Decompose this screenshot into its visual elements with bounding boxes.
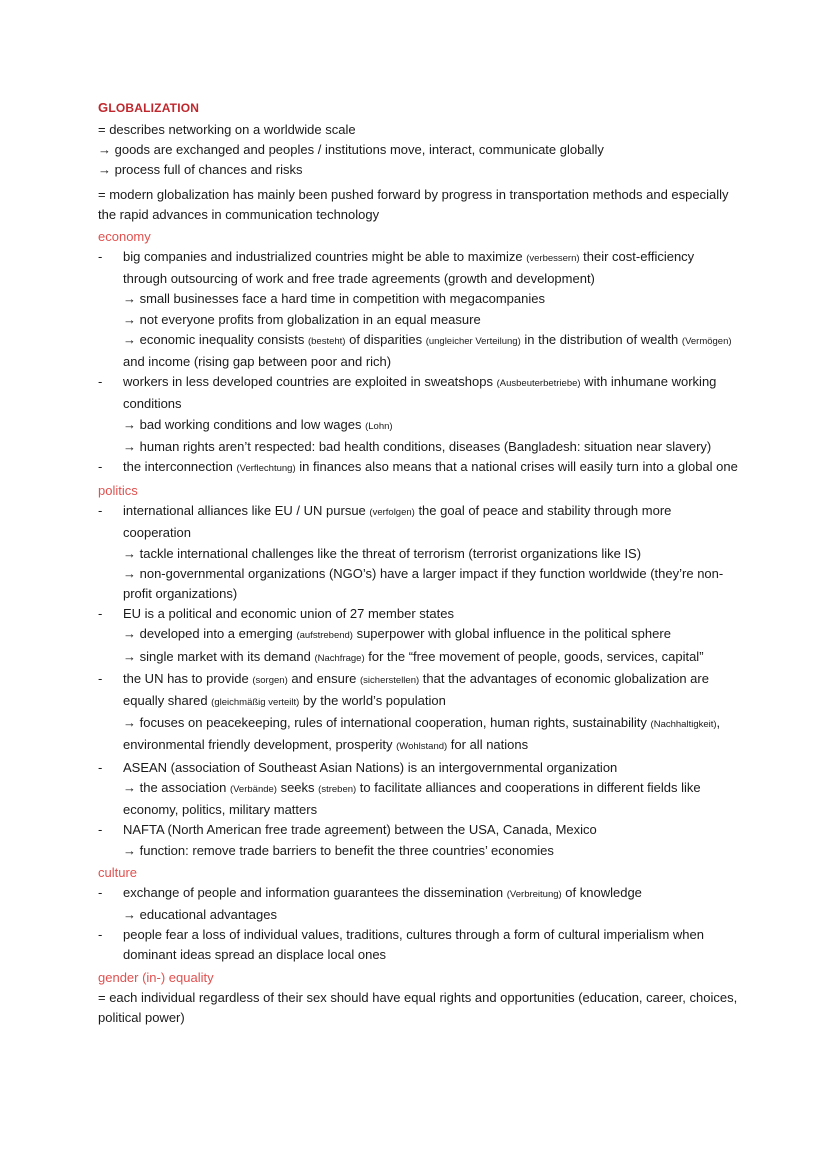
bullet-dash: - <box>98 759 103 775</box>
item-text: international alliances like EU / UN pursue <box>123 503 370 519</box>
translation-note: (verfolgen) <box>369 507 415 519</box>
list-item <box>98 925 738 965</box>
item-text: , environmental friendly development, prosperity <box>123 715 721 753</box>
list-item <box>98 247 738 372</box>
bullet-dash: - <box>98 884 103 900</box>
intro-paragraph: = modern globalization has mainly been pushed forward by progress in transportation methods and especially the rapid advances in communication technology <box>98 186 729 222</box>
translation-note: (Wohlstand) <box>396 741 448 753</box>
item-text: EU is a political and economic union of 27 member states <box>123 606 454 622</box>
sub-point: → tackle international challenges like the threat of terrorism (terrorist organizations like IS) <box>123 545 642 561</box>
item-text: → the association <box>123 779 230 795</box>
sub-point <box>123 647 738 669</box>
sub-point: → non-governmental organizations (NGO’s) have a larger impact if they function worldwide (they’re non-profit organizations) <box>123 565 724 602</box>
translation-note: (gleichmäßig verteilt) <box>211 697 300 709</box>
intro-block <box>98 120 738 181</box>
section-heading-economy: economy <box>98 229 151 245</box>
sub-point: → function: remove trade barriers to benefit the three countries’ economies <box>123 842 554 858</box>
item-text: in the distribution of wealth <box>520 331 682 347</box>
list-item <box>98 758 738 821</box>
item-text: and ensure <box>287 670 361 686</box>
item-text: by the world’s population <box>299 693 446 709</box>
list-item <box>98 669 738 758</box>
translation-note: (Vermögen) <box>681 335 732 347</box>
list-item <box>98 372 738 457</box>
list-item <box>98 501 738 604</box>
item-text: for the “free movement of people, goods, services, capital” <box>364 648 704 664</box>
translation-note: (Ausbeuterbetriebe) <box>496 378 581 390</box>
bullet-dash: - <box>98 459 103 475</box>
item-text: the goal of peace and stability through more cooperation <box>123 503 672 541</box>
translation-note: (Verbreitung) <box>506 888 562 900</box>
sub-point: → human rights aren’t respected: bad health conditions, diseases (Bangladesh: situation near slavery) <box>123 438 712 454</box>
bullet-dash: - <box>98 606 103 622</box>
translation-note: (streben) <box>318 783 357 795</box>
list-item <box>98 457 738 479</box>
item-text: of knowledge <box>561 884 642 900</box>
page-title <box>98 100 738 115</box>
item-text: seeks <box>276 779 319 795</box>
item-text: of disparities <box>345 331 426 347</box>
list-item <box>98 820 738 860</box>
item-text: → focuses on peacekeeping, rules of international cooperation, human rights, sustainability <box>123 715 651 731</box>
translation-note: (ungleicher Verteilung) <box>425 335 521 347</box>
politics-list <box>98 501 738 860</box>
sub-point <box>123 330 738 372</box>
item-text: in finances also means that a national crises will easily turn into a global one <box>295 459 738 475</box>
item-text: and income (rising gap between poor and rich) <box>123 354 392 370</box>
item-text: big companies and industrialized countries might be able to maximize <box>123 249 527 265</box>
translation-note: (Nachhaltigkeit) <box>650 719 717 731</box>
sub-point: → small businesses face a hard time in competition with megacompanies <box>123 291 545 307</box>
translation-note: (aufstrebend) <box>296 630 353 642</box>
list-item <box>98 604 738 669</box>
section-heading-culture: culture <box>98 864 138 880</box>
bullet-dash: - <box>98 249 103 265</box>
item-text: superpower with global influence in the political sphere <box>352 626 671 642</box>
bullet-dash: - <box>98 927 103 943</box>
item-text: that the advantages of economic globalization are equally shared <box>123 670 709 709</box>
item-text: ASEAN (association of Southeast Asian Nations) is an intergovernmental organization <box>123 759 618 775</box>
item-text: to facilitate alliances and cooperations in different fields like economy, politics, military matters <box>123 779 701 818</box>
intro-line: → goods are exchanged and peoples / institutions move, interact, communicate globally <box>98 142 604 158</box>
translation-note: (sicherstellen) <box>360 674 420 686</box>
item-text: → economic inequality consists <box>123 331 308 347</box>
bullet-dash: - <box>98 822 103 838</box>
title-initial: G <box>98 100 109 115</box>
sub-point: → educational advantages <box>123 906 277 922</box>
item-text: → bad working conditions and low wages <box>123 416 366 432</box>
item-text: → developed into a emerging <box>123 626 297 642</box>
item-text: for all nations <box>447 737 529 753</box>
sub-point: → not everyone profits from globalization in an equal measure <box>123 311 481 327</box>
item-text: the UN has to provide <box>123 670 253 686</box>
bullet-dash: - <box>98 374 103 390</box>
document-page <box>98 100 738 1028</box>
bullet-dash: - <box>98 670 103 686</box>
section-heading-gender: gender (in-) equality <box>98 969 214 985</box>
translation-note: (Verbände) <box>229 783 277 795</box>
translation-note: (verbessern) <box>526 253 580 265</box>
translation-note: (Verflechtung) <box>236 463 296 475</box>
list-item <box>98 883 738 925</box>
translation-note: (besteht) <box>307 335 346 347</box>
item-text: → single market with its demand <box>123 648 315 664</box>
sub-point <box>123 713 738 757</box>
sub-point <box>123 415 738 437</box>
item-text: workers in less developed countries are exploited in sweatshops <box>123 374 497 390</box>
translation-note: (Nachfrage) <box>314 652 365 664</box>
culture-list <box>98 883 738 966</box>
item-text: exchange of people and information guarantees the dissemination <box>123 884 507 900</box>
item-text: people fear a loss of individual values, traditions, cultures through a form of cultural imperialism when dominant ideas spread an displace local ones <box>123 927 704 963</box>
translation-note: (sorgen) <box>252 674 288 686</box>
gender-definition: = each individual regardless of their sex should have equal rights and opportunities (education, career, choices, political power) <box>98 989 738 1025</box>
item-text: with inhumane working conditions <box>123 374 717 412</box>
item-text: NAFTA (North American free trade agreement) between the USA, Canada, Mexico <box>123 822 597 838</box>
sub-point <box>123 624 738 646</box>
sub-point <box>123 778 738 820</box>
economy-list <box>98 247 738 479</box>
item-text: their cost-efficiency through outsourcing of work and free trade agreements (growth and development) <box>123 249 695 287</box>
title-rest: LOBALIZATION <box>108 101 200 115</box>
bullet-dash: - <box>98 503 103 519</box>
translation-note: (Lohn) <box>365 420 393 432</box>
section-heading-politics: politics <box>98 483 138 499</box>
intro-line: = describes networking on a worldwide scale <box>98 122 356 137</box>
intro-line: → process full of chances and risks <box>98 162 303 178</box>
item-text: the interconnection <box>123 459 237 475</box>
